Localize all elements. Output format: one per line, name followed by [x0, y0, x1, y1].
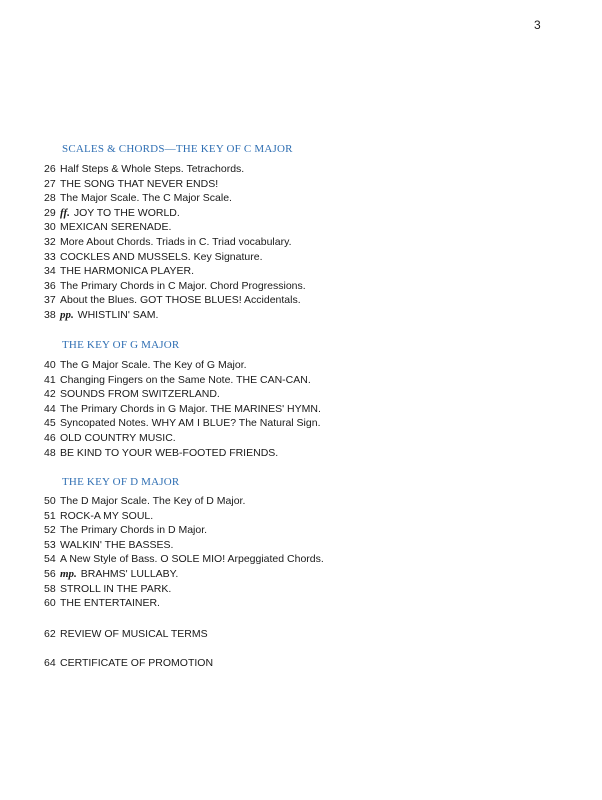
entry-title: Changing Fingers on the Same Note. THE CAN-CAN. [60, 373, 311, 386]
entry-page: 45 [44, 417, 56, 430]
entry-page: 46 [44, 431, 56, 444]
toc-entry [44, 279, 306, 294]
entry-title: THE SONG THAT NEVER ENDS! [60, 177, 219, 190]
toc-entry [44, 250, 306, 265]
entry-page: 56 [44, 567, 56, 580]
toc-entry [44, 538, 324, 553]
toc-entry [44, 373, 321, 388]
entry-title: REVIEW OF MUSICAL TERMS [60, 628, 208, 640]
entry-title: THE ENTERTAINER. [60, 597, 160, 610]
toc-entry [44, 446, 321, 461]
entry-title: The Primary Chords in G Major. THE MARINES' HYMN. [60, 402, 321, 415]
toc-entry [44, 264, 306, 279]
toc-entry-review [44, 628, 208, 640]
entry-title: ROCK-A MY SOUL. [60, 509, 154, 522]
entry-title: BE KIND TO YOUR WEB-FOOTED FRIENDS. [60, 446, 279, 459]
section-heading: THE KEY OF D MAJOR [62, 476, 180, 488]
entry-title: OLD COUNTRY MUSIC. [60, 431, 176, 444]
toc-entry [44, 387, 321, 402]
entry-page: 64 [44, 657, 56, 669]
entry-page: 33 [44, 250, 56, 263]
entry-page: 34 [44, 265, 56, 278]
toc-entry-certificate [44, 657, 213, 669]
toc-entry [44, 552, 324, 567]
entry-title: STROLL IN THE PARK. [60, 582, 172, 595]
toc-list [44, 358, 321, 460]
entry-page: 41 [44, 373, 56, 386]
toc-list [44, 494, 324, 611]
entry-title: MEXICAN SERENADE. [60, 221, 172, 234]
entry-page: 54 [44, 553, 56, 566]
toc-entry [44, 206, 306, 221]
toc-entry [44, 509, 324, 524]
entry-page: 60 [44, 597, 56, 610]
entry-page: 29 [44, 206, 56, 219]
entry-title: BRAHMS' LULLABY. [80, 567, 179, 580]
entry-page: 52 [44, 524, 56, 537]
entry-title: JOY TO THE WORLD. [73, 206, 180, 219]
toc-entry [44, 402, 321, 417]
entry-page: 30 [44, 221, 56, 234]
entry-title: The Major Scale. The C Major Scale. [60, 192, 232, 205]
entry-page: 42 [44, 388, 56, 401]
entry-title: THE HARMONICA PLAYER. [60, 265, 194, 278]
entry-title: WHISTLIN' SAM. [77, 308, 159, 321]
toc-list [44, 162, 306, 323]
entry-page: 62 [44, 628, 56, 640]
entry-page: 38 [44, 308, 56, 321]
section-heading: SCALES & CHORDS—THE KEY OF C MAJOR [62, 143, 293, 155]
toc-entry [44, 177, 306, 192]
entry-page: 44 [44, 402, 56, 415]
toc-entry [44, 293, 306, 308]
toc-entry [44, 220, 306, 235]
toc-entry [44, 308, 306, 323]
toc-entry [44, 162, 306, 177]
toc-entry [44, 431, 321, 446]
entry-title: The Primary Chords in C Major. Chord Progressions. [60, 279, 306, 292]
toc-entry [44, 567, 324, 582]
page-number: 3 [534, 18, 541, 32]
entry-title: COCKLES AND MUSSELS. Key Signature. [60, 250, 263, 263]
entry-title: Half Steps & Whole Steps. Tetrachords. [60, 163, 245, 175]
entry-title: SOUNDS FROM SWITZERLAND. [60, 388, 220, 401]
toc-entry [44, 582, 324, 597]
entry-page: 48 [44, 446, 56, 459]
entry-title: More About Chords. Triads in C. Triad vocabulary. [60, 235, 292, 248]
toc-entry [44, 494, 324, 509]
entry-title: The Primary Chords in D Major. [60, 524, 208, 537]
entry-page: 27 [44, 177, 56, 190]
toc-entry [44, 416, 321, 431]
entry-title: The D Major Scale. The Key of D Major. [60, 495, 246, 507]
entry-page: 37 [44, 294, 56, 307]
toc-entry [44, 523, 324, 538]
toc-entry [44, 596, 324, 611]
dynamic-marking: pp. [60, 308, 74, 321]
entry-page: 26 [44, 163, 56, 175]
entry-page: 28 [44, 192, 56, 205]
section-heading: THE KEY OF G MAJOR [62, 339, 180, 351]
entry-title: About the Blues. GOT THOSE BLUES! Accidentals. [60, 294, 301, 307]
toc-entry [44, 358, 321, 373]
entry-page: 53 [44, 538, 56, 551]
entry-page: 40 [44, 359, 56, 371]
entry-title: The G Major Scale. The Key of G Major. [60, 359, 247, 371]
entry-page: 51 [44, 509, 56, 522]
entry-title: Syncopated Notes. WHY AM I BLUE? The Natural Sign. [60, 417, 321, 430]
entry-title: A New Style of Bass. O SOLE MIO! Arpeggiated Chords. [60, 553, 324, 566]
dynamic-marking: ff. [60, 206, 70, 219]
dynamic-marking: mp. [60, 567, 77, 580]
entry-page: 58 [44, 582, 56, 595]
entry-page: 32 [44, 235, 56, 248]
entry-page: 50 [44, 495, 56, 507]
toc-entry [44, 235, 306, 250]
toc-entry [44, 191, 306, 206]
entry-page: 36 [44, 279, 56, 292]
entry-title: CERTIFICATE OF PROMOTION [60, 657, 214, 669]
entry-title: WALKIN' THE BASSES. [60, 538, 174, 551]
